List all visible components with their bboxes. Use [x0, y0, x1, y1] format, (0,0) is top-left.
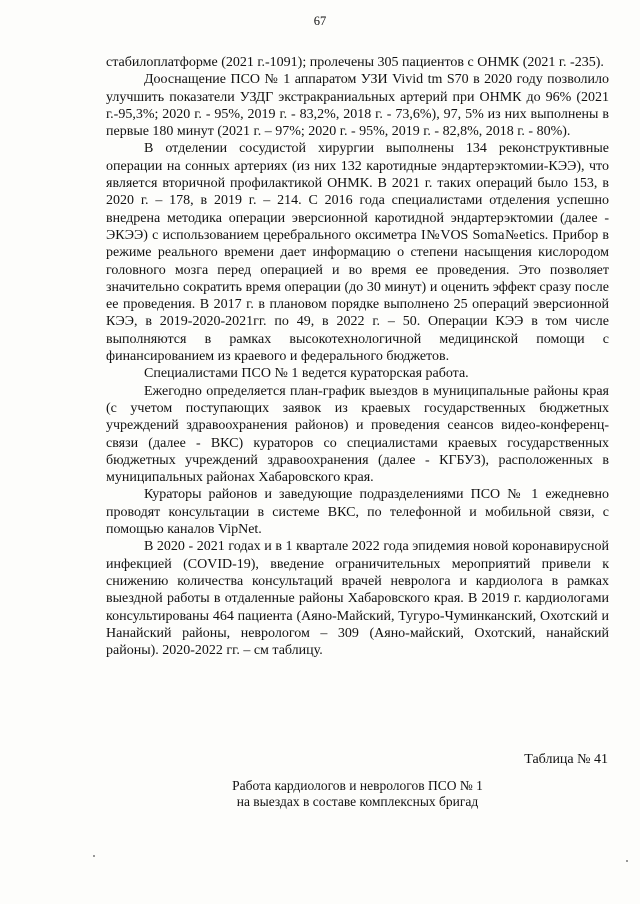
paragraph-4: Специалистами ПСО № 1 ведется кураторская работа. — [144, 366, 469, 382]
paragraph-6: Кураторы районов и заведующие подразделениями ПСО № 1 ежедневно проводят консультации в системе ВКС, по телефонной и мобильной связи, с помощью каналов VipNet. — [106, 487, 609, 538]
table-caption-line-2: на выездах в составе комплексных бригад — [236, 793, 479, 809]
table-caption-line-1: Работа кардиологов и неврологов ПСО № 1 — [232, 778, 483, 793]
table-label: Таблица № 41 — [524, 752, 608, 767]
body-text — [106, 54, 609, 659]
paragraph-5: Ежегодно определяется план-график выездов в муниципальные районы края (с учетом поступающих заявок из краевых государственных бюджетных учреждений здравоохранения районов) и проведения сеансов видео-конференц-связи (далее - ВКС) кураторов со специалистами краевых государственных бюджетных учреждений здравоохранения (далее - КГБУЗ), расположенных в муниципальных районах Хабаровского края. — [106, 383, 609, 486]
paragraph-3: В отделении сосудистой хирургии выполнены 134 реконструктивные операции на сонных артериях (из них 132 каротидные эндартерэктомии-КЭЭ), что является вторичной профилактикой ОНМК. В 2021 г. таких операций было 153, в 2020 г. – 178, в 2019 г. – 214. С 2016 года специалистами отделения успешно внедрена методика операции эверсионной каротидной эндартерэктомии (далее - ЭКЭЭ) с использованием церебрального оксиметра I№VOS Soma№etics. Прибор в режиме реального времени дает информацию о степени насыщения кислородом головного мозга перед операцией и во время ее проведения. Это позволяет значительно сократить время операции (до 30 минут) и оценить эффект сразу после ее проведения. В 2017 г. в плановом порядке выполнено 25 операций эверсионной КЭЭ, в 2019-2020-2021гг. по 49, в 2022 г. – 50. Операции КЭЭ в том числе выполняются в рамках высокотехнологичной медицинской помощи с финансированием из краевого и федерального бюджетов. — [106, 141, 609, 365]
table-caption — [106, 778, 609, 809]
paragraph-7: В 2020 - 2021 годах и в 1 квартале 2022 года эпидемия новой коронавирусной инфекцией (COVID-19), введение ограничительных мероприятий привели к снижению количества консультаций врачей невролога и кардиолога в рамках выездной работы в отдаленные районы Хабаровского края. В 2019 г. кардиологами консультированы 464 пациента (Аяно-Майский, Тугуро-Чуминканский, Охотский и Нанайский районы, неврологом – 309 (Аяно-майский, Охотский, нанайский районы). 2020-2022 гг. – см таблицу. — [106, 539, 609, 659]
paragraph-1: стабилоплатформе (2021 г.-1091); пролечены 305 пациентов с ОНМК (2021 г. -235). — [106, 55, 604, 70]
scan-speck — [626, 860, 628, 862]
paragraph-2: Дооснащение ПСО № 1 аппаратом УЗИ Vivid tm S70 в 2020 году позволило улучшить показатели УЗДГ экстракраниальных артерий при ОНМК до 96% (2021 г.-95,3%; 2020 г. - 95%, 2019 г. - 83,2%, 2018 г. - 73,6%), 97, 5% из них выполнены в первые 180 минут (2021 г. – 97%; 2020 г. - 95%, 2019 г. - 82,8%, 2018 г. - 80%). — [106, 72, 609, 140]
page-number: 67 — [313, 14, 327, 28]
scan-speck — [93, 855, 95, 857]
